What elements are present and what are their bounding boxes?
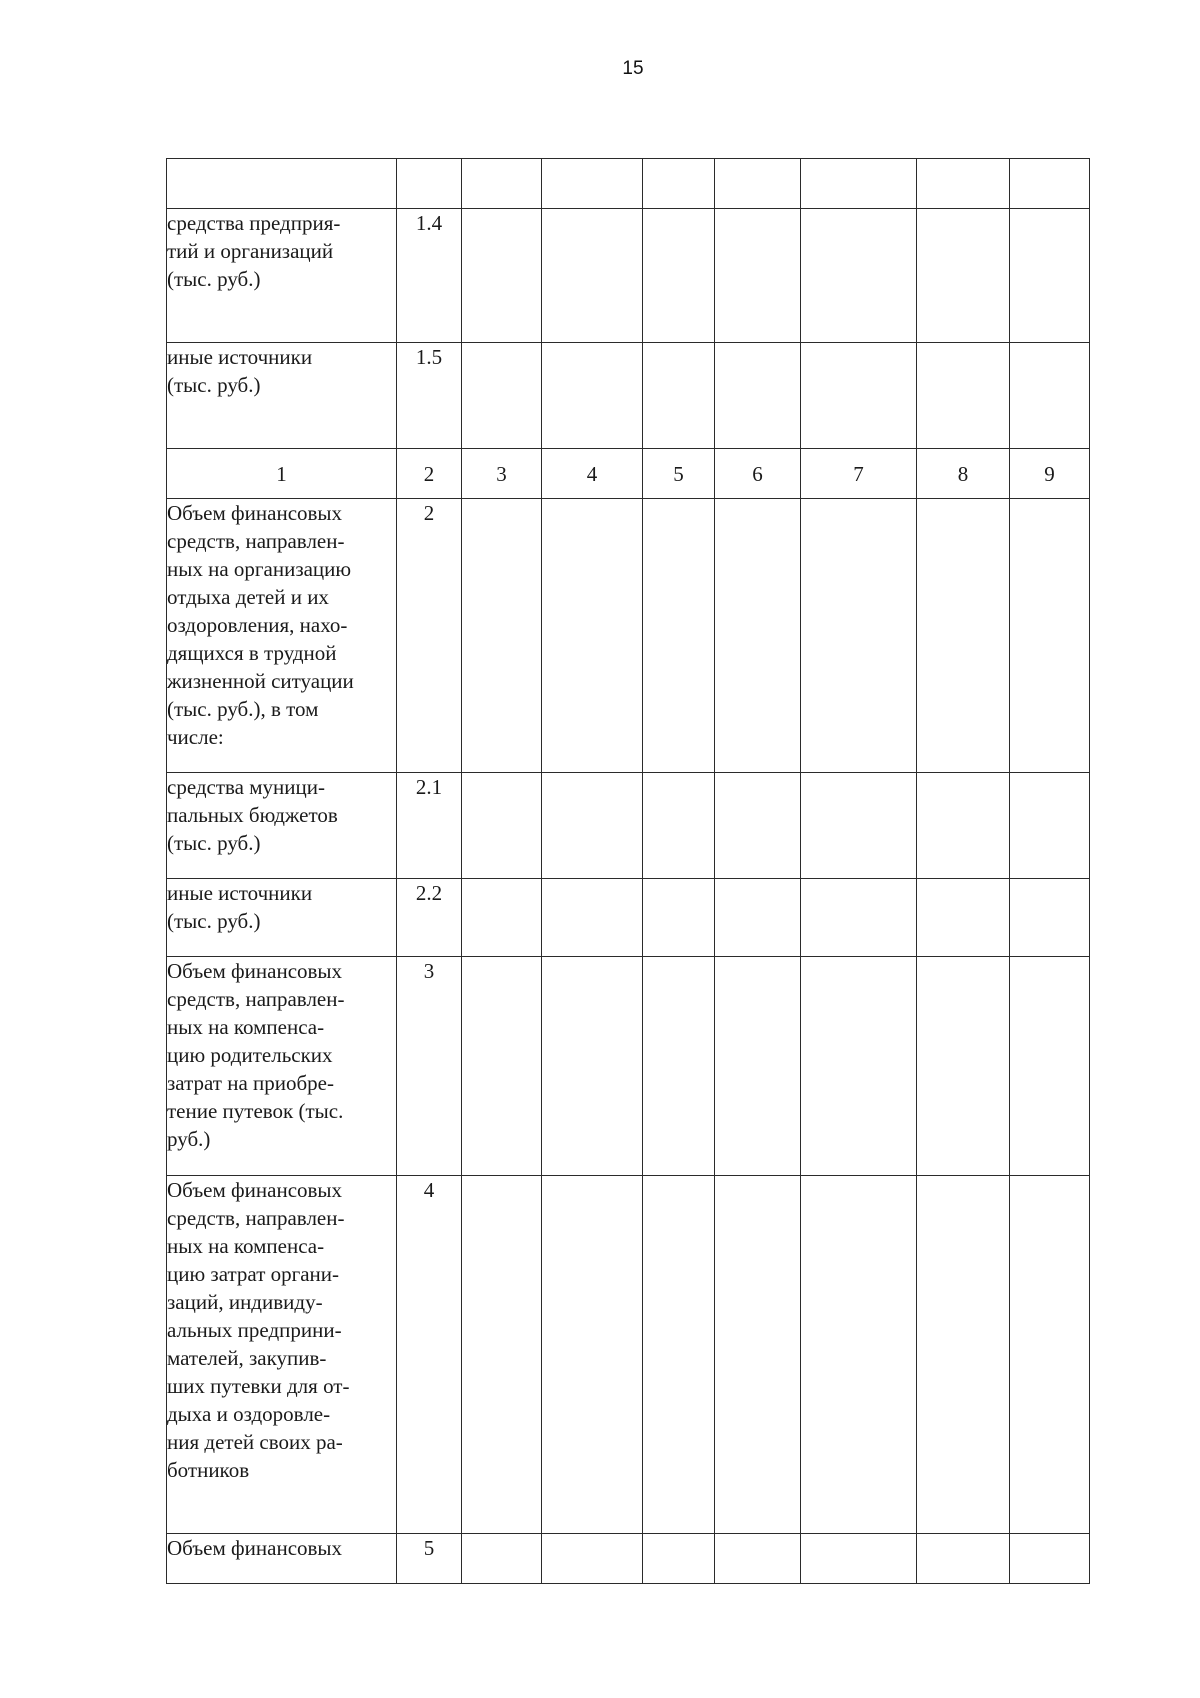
- value-cell: [462, 209, 542, 343]
- column-number: 9: [1010, 449, 1090, 499]
- row-code: [397, 159, 462, 209]
- row-label: средства предприя- тий и организаций (тыс. руб.): [167, 209, 397, 343]
- value-cell: [1010, 773, 1090, 879]
- row-label: [167, 159, 397, 209]
- column-number: 1: [167, 449, 397, 499]
- value-cell: [542, 499, 643, 773]
- column-number: 3: [462, 449, 542, 499]
- row-label: Объем финансовых средств, направлен- ных на компенса- цию затрат органи- заций, индивиду- альных предприни- мателей, закупив- ших путевки для от- дыха и оздоровле- ния детей своих ра- ботников: [167, 1176, 397, 1534]
- value-cell: [1010, 159, 1090, 209]
- value-cell: [917, 499, 1010, 773]
- value-cell: [643, 499, 715, 773]
- value-cell: [715, 773, 801, 879]
- value-cell: [462, 159, 542, 209]
- value-cell: [643, 159, 715, 209]
- table-row: [167, 1534, 1090, 1584]
- value-cell: [715, 1176, 801, 1534]
- value-cell: [643, 1534, 715, 1584]
- value-cell: [542, 1176, 643, 1534]
- table-row: [167, 879, 1090, 957]
- column-number: 4: [542, 449, 643, 499]
- column-number: 5: [643, 449, 715, 499]
- value-cell: [715, 159, 801, 209]
- column-number: 6: [715, 449, 801, 499]
- column-number: 7: [801, 449, 917, 499]
- value-cell: [1010, 879, 1090, 957]
- value-cell: [801, 957, 917, 1176]
- value-cell: [643, 773, 715, 879]
- value-cell: [801, 773, 917, 879]
- value-cell: [1010, 1176, 1090, 1534]
- table-row: [167, 499, 1090, 773]
- table-row: [167, 343, 1090, 449]
- row-label: Объем финансовых средств, направлен- ных на организацию отдыха детей и их оздоровления, нахо- дящихся в трудной жизненной ситуации (тыс. руб.), в том числе:: [167, 499, 397, 773]
- value-cell: [917, 1176, 1010, 1534]
- value-cell: [917, 209, 1010, 343]
- row-label: Объем финансовых: [167, 1534, 397, 1584]
- value-cell: [542, 879, 643, 957]
- value-cell: [462, 343, 542, 449]
- value-cell: [715, 343, 801, 449]
- value-cell: [1010, 1534, 1090, 1584]
- value-cell: [643, 343, 715, 449]
- value-cell: [801, 499, 917, 773]
- table-row: [167, 159, 1090, 209]
- value-cell: [917, 343, 1010, 449]
- table-row: [167, 957, 1090, 1176]
- value-cell: [542, 209, 643, 343]
- value-cell: [917, 1534, 1010, 1584]
- row-code: 4: [397, 1176, 462, 1534]
- row-label: иные источники (тыс. руб.): [167, 879, 397, 957]
- value-cell: [801, 209, 917, 343]
- value-cell: [542, 957, 643, 1176]
- value-cell: [917, 773, 1010, 879]
- value-cell: [715, 879, 801, 957]
- value-cell: [801, 159, 917, 209]
- row-label: средства муници- пальных бюджетов (тыс. руб.): [167, 773, 397, 879]
- value-cell: [462, 499, 542, 773]
- value-cell: [801, 343, 917, 449]
- value-cell: [462, 879, 542, 957]
- value-cell: [1010, 957, 1090, 1176]
- value-cell: [462, 773, 542, 879]
- row-code: 3: [397, 957, 462, 1176]
- value-cell: [715, 499, 801, 773]
- value-cell: [1010, 499, 1090, 773]
- table-row: [167, 209, 1090, 343]
- value-cell: [917, 879, 1010, 957]
- row-label: иные источники (тыс. руб.): [167, 343, 397, 449]
- table-row: [167, 1176, 1090, 1534]
- value-cell: [917, 159, 1010, 209]
- row-code: 2.2: [397, 879, 462, 957]
- value-cell: [801, 879, 917, 957]
- financing-table: [166, 158, 1090, 1584]
- page-number: 15: [622, 58, 644, 79]
- value-cell: [715, 957, 801, 1176]
- value-cell: [1010, 209, 1090, 343]
- column-number: 2: [397, 449, 462, 499]
- value-cell: [917, 957, 1010, 1176]
- column-number-row: [167, 449, 1090, 499]
- value-cell: [801, 1534, 917, 1584]
- row-code: 1.4: [397, 209, 462, 343]
- row-code: 2: [397, 499, 462, 773]
- value-cell: [462, 1176, 542, 1534]
- value-cell: [643, 957, 715, 1176]
- value-cell: [542, 343, 643, 449]
- value-cell: [462, 957, 542, 1176]
- value-cell: [643, 209, 715, 343]
- value-cell: [801, 1176, 917, 1534]
- value-cell: [643, 879, 715, 957]
- row-code: 2.1: [397, 773, 462, 879]
- column-number: 8: [917, 449, 1010, 499]
- value-cell: [1010, 343, 1090, 449]
- value-cell: [643, 1176, 715, 1534]
- row-code: 1.5: [397, 343, 462, 449]
- value-cell: [715, 209, 801, 343]
- row-label: Объем финансовых средств, направлен- ных на компенса- цию родительских затрат на приобре- тение путевок (тыс. руб.): [167, 957, 397, 1176]
- value-cell: [715, 1534, 801, 1584]
- value-cell: [542, 1534, 643, 1584]
- row-code: 5: [397, 1534, 462, 1584]
- value-cell: [542, 773, 643, 879]
- value-cell: [462, 1534, 542, 1584]
- value-cell: [542, 159, 643, 209]
- table-row: [167, 773, 1090, 879]
